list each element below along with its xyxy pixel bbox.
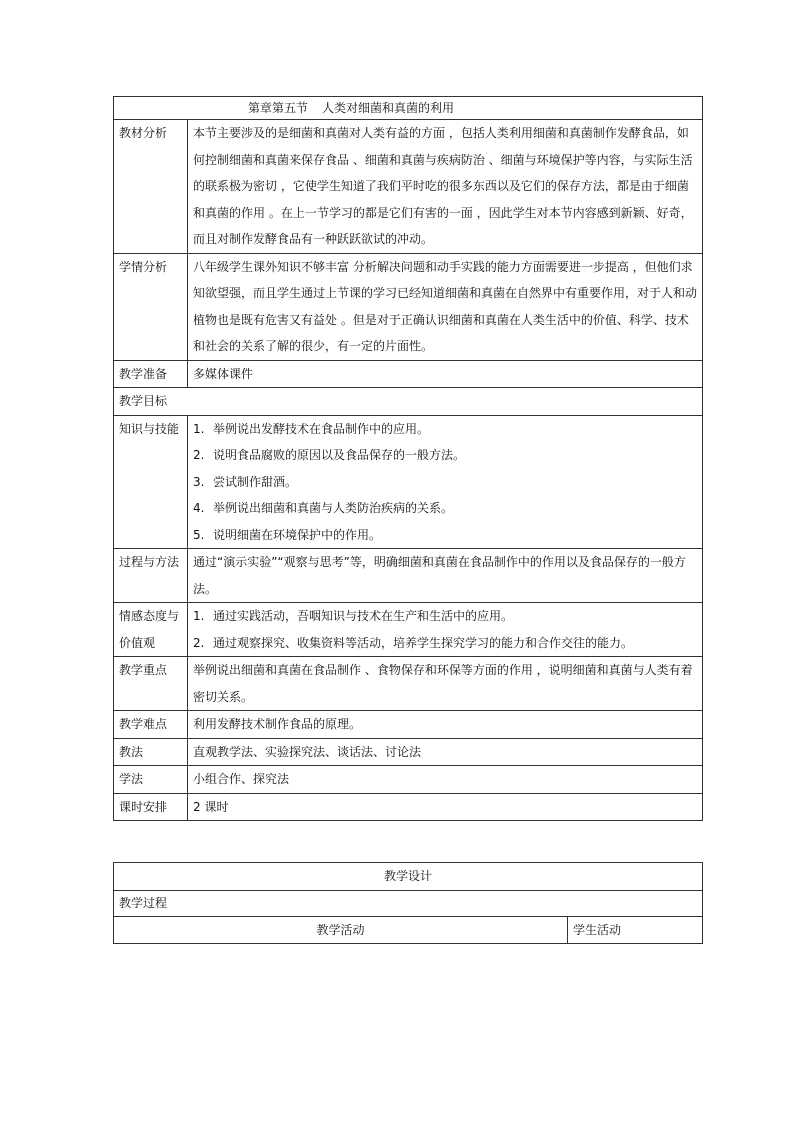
row-content: 通过“演示实验”“观察与思考”等，明确细菌和真菌在食品制作中的作用以及食品保存的一般方法。: [188, 549, 703, 603]
row-teaching-method: [114, 738, 703, 766]
list-item: 2. 通过观察探究、收集资料等活动，培养学生探究学习的能力和合作交往的能力。: [193, 635, 634, 650]
row-content: 直观教学法、实验探究法、谈话法、讨论法: [188, 738, 703, 766]
row-label: 课时安排: [114, 793, 188, 821]
row-preparation: [114, 360, 703, 388]
row-student-analysis: [114, 253, 703, 360]
row-content: [188, 415, 703, 549]
row-label: 教法: [114, 738, 188, 766]
row-content: 本节主要涉及的是细菌和真菌对人类有益的方面 ，包括人类利用细菌和真菌制作发酵食品，如何控制细菌和真菌来保存食品 、细菌和真菌与疾病防治 、细菌与环境保护等内容，与实际生活的联系极为密切 ，它使学生知道了我们平时吃的很多东西以及它们的保存方法，都是由于细菌和真菌的作用 。在上一节学习的都是它们有害的一面 ，因此学生对本节内容感到新颖、好奇，而且对制作发酵食品有一种跃跃欲试的冲动。: [188, 120, 703, 254]
design-header-row: [114, 917, 703, 944]
lesson-plan-table: [113, 96, 703, 821]
col-teacher-activity: 教学活动: [114, 917, 568, 944]
row-content: 2 课时: [188, 793, 703, 821]
row-label: 教材分析: [114, 120, 188, 254]
row-content: 小组合作、探究法: [188, 766, 703, 794]
row-label: 学情分析: [114, 253, 188, 360]
row-content: [188, 603, 703, 657]
row-label: 情感态度与 价值观: [114, 603, 188, 657]
row-content: 多媒体课件: [188, 360, 703, 388]
row-content: 八年级学生课外知识不够丰富 分析解决问题和动手实践的能力方面需要进一步提高 ，但他们求知欲望强，而且学生通过上节课的学习已经知道细菌和真菌在自然界中有重要作用，对于人和动植物也是既有危害又有益处 。但是对于正确认识细菌和真菌在人类生活中的价值、科学、技术和社会的关系了解的很少，有一定的片面性。: [188, 253, 703, 360]
topic-label: 人类对细菌和真菌的利用: [322, 101, 455, 115]
row-knowledge: [114, 415, 703, 549]
design-process-row: [114, 891, 703, 917]
list-item: 1. 通过实践活动，吾咽知识与技术在生产和生活中的应用。: [193, 609, 514, 623]
list-item: 1. 举例说出发酵技术在食品制作中的应用。: [193, 421, 430, 436]
col-student-activity: 学生活动: [568, 917, 703, 944]
row-difficulties: [114, 711, 703, 739]
row-label: 知识与技能: [114, 415, 188, 549]
row-label: 学法: [114, 766, 188, 794]
row-learning-method: [114, 766, 703, 794]
row-attitude: [114, 603, 703, 657]
row-key-points: [114, 657, 703, 711]
teaching-design-table: [113, 862, 703, 944]
row-content: 利用发酵技术制作食品的原理。: [188, 711, 703, 739]
row-material-analysis: [114, 120, 703, 254]
row-label: 教学重点: [114, 657, 188, 711]
row-label: 过程与方法: [114, 549, 188, 603]
list-item: 2. 说明食品腐败的原因以及食品保存的一般方法。: [193, 448, 466, 462]
row-content: 举例说出细菌和真菌在食品制作 、食物保存和环保等方面的作用 ，说明细菌和真菌与人类有着密切关系。: [188, 657, 703, 711]
design-title-row: [114, 863, 703, 891]
row-label: 教学难点: [114, 711, 188, 739]
design-process-label: 教学过程: [114, 891, 703, 917]
row-process: [114, 549, 703, 603]
lesson-title: [114, 97, 703, 120]
design-title: 教学设计: [114, 863, 703, 891]
section-label: 教学目标: [114, 388, 703, 416]
title-row: [114, 97, 703, 120]
list-item: 5. 说明细菌在环境保护中的作用。: [193, 527, 382, 542]
row-objectives: [114, 388, 703, 416]
row-schedule: [114, 793, 703, 821]
row-label: 教学准备: [114, 360, 188, 388]
list-item: 3. 尝试制作甜酒。: [193, 474, 298, 489]
chapter-label: 第章第五节: [248, 101, 309, 115]
list-item: 4. 举例说出细菌和真菌与人类防治疾病的关系。: [193, 501, 454, 515]
